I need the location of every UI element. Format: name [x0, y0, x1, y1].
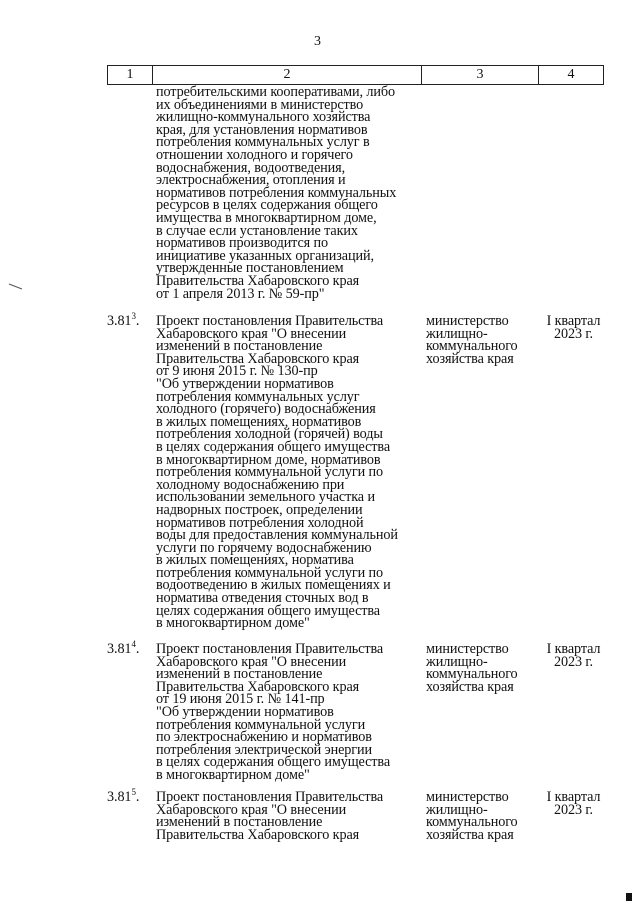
row-term: I квартал 2023 г. [546, 313, 601, 342]
header-col-4: 4 [567, 67, 575, 82]
scan-corner-mark [626, 893, 632, 901]
scan-mark [8, 282, 24, 292]
continuation-text: потребительскими кооперативами, либо их объединениями в министерство жилищно-коммунального хозяйства края, для установления нормативов потребления коммунальных услуг в отношении холодного и горячего водоснабжения, водоотведения, электроснабжения, отопления и нормативов потребления коммунальных ресурсов в целях содержания общего имущества в многоквартирном доме, в случае если установление таких нормативов производится по инициативе указанных организаций, утвержденные постановлением Правительства Хабаровского края от 1 апреля 2013 г. № 59-пр" [156, 84, 397, 302]
row-text: Проект постановления Правительства Хабаровского края "О внесении изменений в постановление Правительства Хабаровского края от 9 июня 2015 г. № 130-пр "Об утверждении нормативов потребления коммунальных услуг холодного (горячего) водоснабжения в жилых помещениях, нормативов потребления холодной (горячей) воды в целях содержания общего имущества в многоквартирном доме, нормативов потребления коммунальной услуги по холодному водоснабжению при использовании земельного участка и надворных построек, определении нормативов потребления холодной воды для предоставления коммунальной услуги по горячему водоснабжению в жилых помещениях, норматива потребления коммунальной услуги по водоотведению в жилых помещениях и норматива отведения сточных вод в целях содержания общего имущества в многоквартирном доме" [156, 313, 398, 632]
row-number: 3.81$^4$. [107, 639, 140, 657]
row-executor: министерство жилищно- коммунального хозяйства края [426, 641, 518, 695]
page-number: 3 [314, 34, 321, 49]
header-col-3: 3 [422, 66, 539, 84]
row-text: Проект постановления Правительства Хабаровского края "О внесении изменений в постановление Правительства Хабаровского края от 19 июня 2015 г. № 141-пр "Об утверждении нормативов потребления коммунальной услуги по электроснабжению и нормативов потребления электрической энергии в целях содержания общего имущества в многоквартирном доме" [156, 641, 391, 783]
row-text: Проект постановления Правительства Хабаровского края "О внесении изменений в постановление Правительства Хабаровского края [156, 789, 384, 843]
row-number: 3.81$^5$. [107, 787, 140, 805]
row-term: I квартал 2023 г. [546, 789, 601, 818]
row-executor: министерство жилищно- коммунального хозяйства края [426, 789, 518, 843]
table-header [107, 65, 604, 85]
row-number: 3.81$^3$. [107, 311, 140, 329]
header-col-2: 2 [153, 66, 422, 84]
header-col-1: 1 [108, 66, 153, 84]
row-term: I квартал 2023 г. [546, 641, 601, 670]
row-executor: министерство жилищно- коммунального хозяйства края [426, 313, 518, 367]
